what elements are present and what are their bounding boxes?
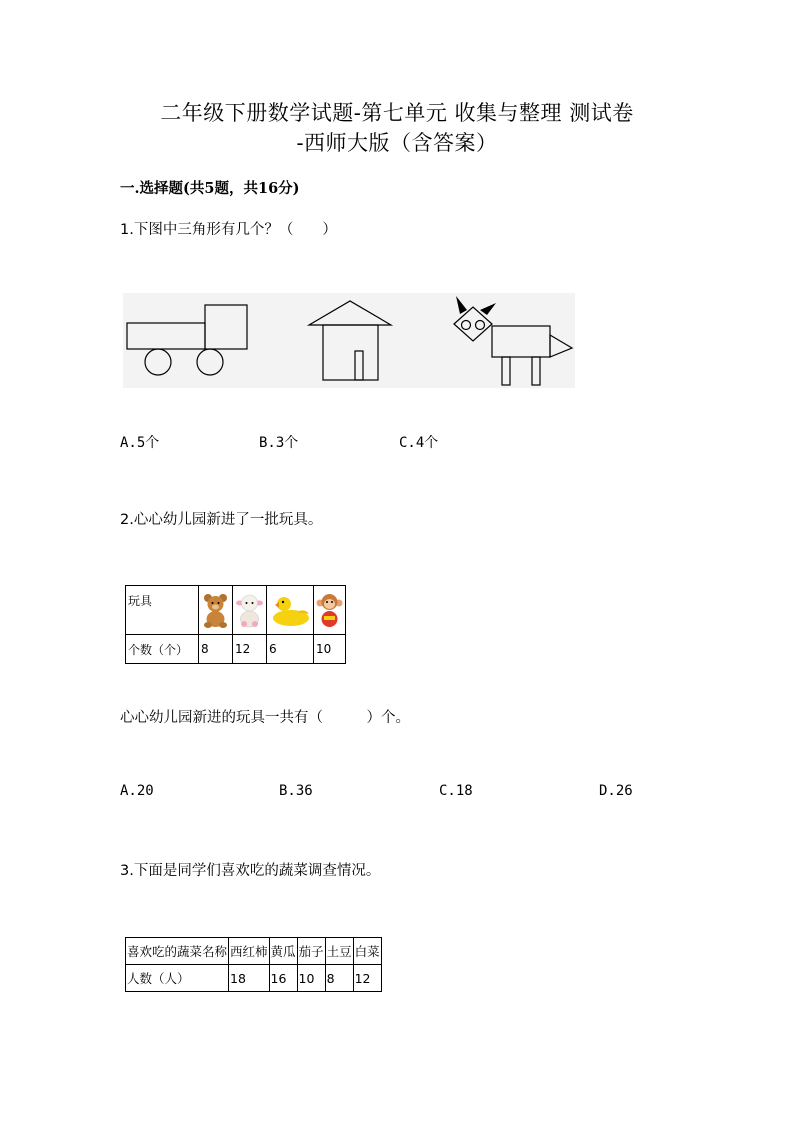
q1-option-a[interactable]: A.5个: [120, 435, 160, 451]
monkey-count: 10: [314, 635, 346, 664]
people-count-cell: 10: [297, 965, 325, 992]
truck-cab-square: [205, 305, 247, 349]
house-shape: [309, 301, 391, 380]
table-row: [126, 938, 382, 965]
people-count-cell: 12: [353, 965, 381, 992]
truck-shape: [127, 305, 247, 375]
table-row: [126, 965, 382, 992]
sheep-count: 12: [233, 635, 267, 664]
people-count-cell: 16: [269, 965, 297, 992]
truck-body-rectangle: [127, 323, 205, 349]
people-count-cell: 8: [325, 965, 353, 992]
animal-ear-triangle: [480, 303, 496, 315]
teddy-bear-icon: [199, 586, 233, 635]
vegetable-name-cell: 茄子: [297, 938, 325, 965]
toy-table: [125, 585, 346, 664]
q2-option-b[interactable]: B.36: [279, 783, 313, 799]
vegetable-name-cell: 西红柿: [229, 938, 270, 965]
question-2-prompt: 心心幼儿园新进的玩具一共有（ ）个。: [120, 710, 410, 726]
section-heading: 一.选择题(共5题，共16分): [120, 180, 300, 197]
animal-eye-circle: [476, 321, 485, 330]
people-header-cell: 人数（人）: [126, 965, 229, 992]
vegetable-name-cell: 白菜: [353, 938, 381, 965]
truck-wheel-circle: [197, 349, 223, 375]
shapes-figure: [123, 293, 575, 388]
house-roof-triangle: [309, 301, 391, 325]
toy-header-cell: 玩具: [126, 586, 199, 635]
table-row: [126, 586, 346, 635]
house-door-rectangle: [355, 351, 363, 380]
question-2-stem: 2.心心幼儿园新进了一批玩具。: [120, 512, 323, 528]
animal-leg-rectangle: [532, 357, 540, 385]
page-title-line1: 二年级下册数学试题-第七单元 收集与整理 测试卷: [160, 101, 634, 125]
q1-option-c[interactable]: C.4个: [399, 435, 439, 451]
q2-option-c[interactable]: C.18: [439, 783, 473, 799]
people-count-cell: 18: [229, 965, 270, 992]
q2-option-d[interactable]: D.26: [599, 783, 633, 799]
monkey-plush-icon: [314, 586, 346, 635]
animal-shape: [454, 307, 572, 385]
count-header-cell: 个数（个）: [126, 635, 199, 664]
sheep-plush-icon: [233, 586, 267, 635]
q2-option-a[interactable]: A.20: [120, 783, 154, 799]
page-title-line2: -西师大版（含答案）: [296, 131, 498, 155]
question-1-stem: 1.下图中三角形有几个？（ ）: [120, 222, 337, 238]
rubber-duck-icon: [267, 586, 314, 635]
vegetable-table: [125, 937, 382, 992]
q1-option-b[interactable]: B.3个: [259, 435, 299, 451]
animal-tail-triangle: [550, 335, 572, 357]
duck-count: 6: [267, 635, 314, 664]
teddy-bear-count: 8: [199, 635, 233, 664]
animal-ear-triangle: [456, 296, 467, 314]
house-wall-square: [323, 325, 378, 380]
vegetable-name-cell: 土豆: [325, 938, 353, 965]
truck-wheel-circle: [145, 349, 171, 375]
animal-leg-rectangle: [502, 357, 510, 385]
table-row: [126, 635, 346, 664]
animal-body-rectangle: [492, 326, 550, 357]
question-3-stem: 3.下面是同学们喜欢吃的蔬菜调查情况。: [120, 863, 381, 879]
animal-eye-circle: [462, 321, 471, 330]
vegetable-name-cell: 黄瓜: [269, 938, 297, 965]
vegetable-header-cell: 喜欢吃的蔬菜名称: [126, 938, 229, 965]
shapes-figure-svg: [123, 293, 575, 388]
